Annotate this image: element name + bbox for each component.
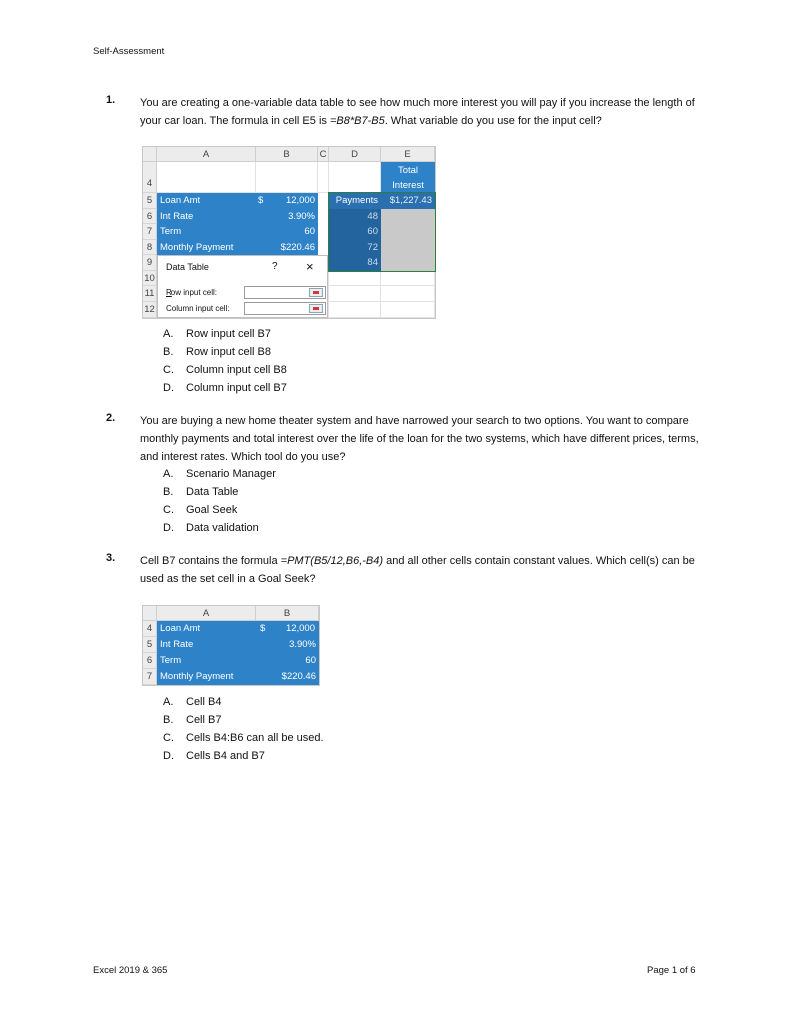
option-letter: D. xyxy=(163,382,174,394)
cell-d9: 84 xyxy=(329,255,381,271)
cell-a8: Monthly Payment xyxy=(157,240,256,255)
dollar-sign: $ xyxy=(260,623,266,634)
dialog-title: Data Table xyxy=(166,262,209,272)
option-text: Row input cell B7 xyxy=(186,328,271,340)
column-header-b: B xyxy=(256,606,319,621)
cell-a7: Monthly Payment xyxy=(157,669,256,685)
question-2-options xyxy=(163,465,276,537)
cell-a7: Term xyxy=(157,224,256,240)
cell-a4: Loan Amt xyxy=(157,621,256,637)
column-input-field[interactable] xyxy=(244,302,326,315)
option-letter: A. xyxy=(163,328,174,340)
interest-label: Interest xyxy=(392,180,424,191)
data-table-dialog xyxy=(157,255,328,318)
option-c[interactable] xyxy=(163,501,276,519)
loan-amount-value: 12,000 xyxy=(285,623,315,634)
formula-text: =PMT(B5/12,B6,-B4) xyxy=(280,555,384,567)
row-header-5: 5 xyxy=(143,193,157,209)
option-text: Row input cell B8 xyxy=(186,346,271,358)
option-text: Cell B4 xyxy=(186,696,222,708)
option-c[interactable] xyxy=(163,729,324,747)
option-c[interactable] xyxy=(163,361,287,379)
column-header-a: A xyxy=(157,147,256,162)
row-header-6: 6 xyxy=(143,653,157,669)
cell-b4 xyxy=(256,162,318,193)
option-text: Cells B4 and B7 xyxy=(186,750,265,762)
column-header-d: D xyxy=(329,147,381,162)
row-header-10: 10 xyxy=(143,271,157,286)
cell-e10 xyxy=(381,271,435,286)
question-text: You are buying a new home theater system and have narrowed your search to two options. You want to compare monthly payments and total interest over the life of the loan for the two systems, which have different prices, terms, and interest rates. Which tool do you use? xyxy=(140,415,699,463)
cell-b8: $220.46 xyxy=(256,240,318,255)
cell-a6: Term xyxy=(157,653,256,669)
row-header-6: 6 xyxy=(143,209,157,224)
total-label: Total xyxy=(397,165,419,176)
question-text-part: Cell B7 contains the formula xyxy=(140,555,281,567)
option-letter: C. xyxy=(163,364,174,376)
cell-b5: 3.90% xyxy=(256,637,319,653)
row-header-7: 7 xyxy=(143,669,157,685)
question-number: 3. xyxy=(106,552,116,564)
question-text xyxy=(140,552,700,588)
question-text-part: . What variable do you use for the input cell? xyxy=(384,115,602,127)
cell-d6: 48 xyxy=(329,209,381,224)
cell-b4 xyxy=(256,621,319,637)
option-text: Column input cell B8 xyxy=(186,364,287,376)
row-header-12: 12 xyxy=(143,302,157,318)
option-letter: C. xyxy=(163,732,174,744)
column-header-c: C xyxy=(318,147,329,162)
cell-d8: 72 xyxy=(329,240,381,255)
question-1-options xyxy=(163,325,287,397)
footer-left: Excel 2019 & 365 xyxy=(93,965,168,976)
option-text: Data Table xyxy=(186,486,239,498)
cell-b7: $220.46 xyxy=(256,669,319,685)
option-a[interactable] xyxy=(163,693,324,711)
cell-b6: 60 xyxy=(256,653,319,669)
cell-d4 xyxy=(329,162,381,193)
cell-b6: 3.90% xyxy=(256,209,318,224)
cell-c4 xyxy=(318,162,329,193)
formula-text: =B8*B7-B5 xyxy=(329,115,385,127)
option-b[interactable] xyxy=(163,711,324,729)
option-text: Column input cell B7 xyxy=(186,382,287,394)
select-all-corner xyxy=(143,606,157,621)
question-text-part: You are creating a one-variable data table to see how much more interest you will pay if you increase the length of your car loan. The formula in cell E5 is xyxy=(140,97,695,127)
column-input-label: Column input cell: xyxy=(166,304,230,313)
option-text: Scenario Manager xyxy=(186,468,276,480)
cell-d12 xyxy=(329,302,381,318)
question-text xyxy=(140,94,700,130)
option-text: Cells B4:B6 can all be used. xyxy=(186,732,324,744)
cell-d10 xyxy=(329,271,381,286)
question-number: 2. xyxy=(106,412,116,424)
row-header-4: 4 xyxy=(143,162,157,193)
spreadsheet-goal-seek xyxy=(142,605,320,686)
option-b[interactable] xyxy=(163,343,287,361)
selection-border xyxy=(328,192,436,272)
option-text: Data validation xyxy=(186,522,259,534)
option-letter: A. xyxy=(163,468,174,480)
option-b[interactable] xyxy=(163,483,276,501)
row-input-field[interactable] xyxy=(244,286,326,299)
cell-e5: $1,227.43 xyxy=(381,193,435,209)
option-letter: A. xyxy=(163,696,174,708)
option-a[interactable] xyxy=(163,325,287,343)
row-input-label-text: ow input cell: xyxy=(170,288,218,297)
row-header-5: 5 xyxy=(143,637,157,653)
column-header-a: A xyxy=(157,606,256,621)
range-select-icon[interactable] xyxy=(309,304,323,313)
cell-a4 xyxy=(157,162,256,193)
option-letter: D. xyxy=(163,750,174,762)
dollar-sign: $ xyxy=(258,195,264,206)
option-a[interactable] xyxy=(163,465,276,483)
loan-amount-value: 12,000 xyxy=(285,195,315,206)
range-select-icon[interactable] xyxy=(309,288,323,297)
cell-a5: Loan Amt xyxy=(157,193,256,209)
option-letter: B. xyxy=(163,346,174,358)
row-header-9: 9 xyxy=(143,255,157,271)
cell-e4-header xyxy=(381,162,435,193)
help-button[interactable]: ? xyxy=(272,261,278,272)
column-header-e: E xyxy=(381,147,435,162)
cell-e12 xyxy=(381,302,435,318)
option-letter: B. xyxy=(163,714,174,726)
option-letter: B. xyxy=(163,486,174,498)
cell-e11 xyxy=(381,286,435,302)
cell-a5: Int Rate xyxy=(157,637,256,653)
cell-b7: 60 xyxy=(256,224,318,240)
option-d[interactable] xyxy=(163,747,324,765)
question-number: 1. xyxy=(106,94,116,106)
row-header-7: 7 xyxy=(143,224,157,240)
row-header-11: 11 xyxy=(143,286,157,302)
option-letter: C. xyxy=(163,504,174,516)
option-d[interactable] xyxy=(163,519,276,537)
select-all-corner xyxy=(143,147,157,162)
cell-d5: Payments xyxy=(329,193,381,209)
footer-page-number: Page 1 of 6 xyxy=(647,965,696,976)
cell-a6: Int Rate xyxy=(157,209,256,224)
column-header-b: B xyxy=(256,147,318,162)
cell-d11 xyxy=(329,286,381,302)
row-header-4: 4 xyxy=(143,621,157,637)
cell-d7: 60 xyxy=(329,224,381,240)
question-3-options xyxy=(163,693,324,765)
option-text: Cell B7 xyxy=(186,714,222,726)
row-input-label: Row input cell: xyxy=(166,288,218,297)
cell-b5 xyxy=(256,193,318,209)
option-d[interactable] xyxy=(163,379,287,397)
spreadsheet-data-table xyxy=(142,146,436,319)
page-header: Self-Assessment xyxy=(93,46,165,57)
close-button[interactable]: × xyxy=(306,259,314,274)
question-text-part: and all other cells contain constant values. Which cell(s) can be used as the set cell in a Goal Seek? xyxy=(140,555,695,585)
option-text: Goal Seek xyxy=(186,504,238,516)
row-header-8: 8 xyxy=(143,240,157,255)
option-letter: D. xyxy=(163,522,174,534)
